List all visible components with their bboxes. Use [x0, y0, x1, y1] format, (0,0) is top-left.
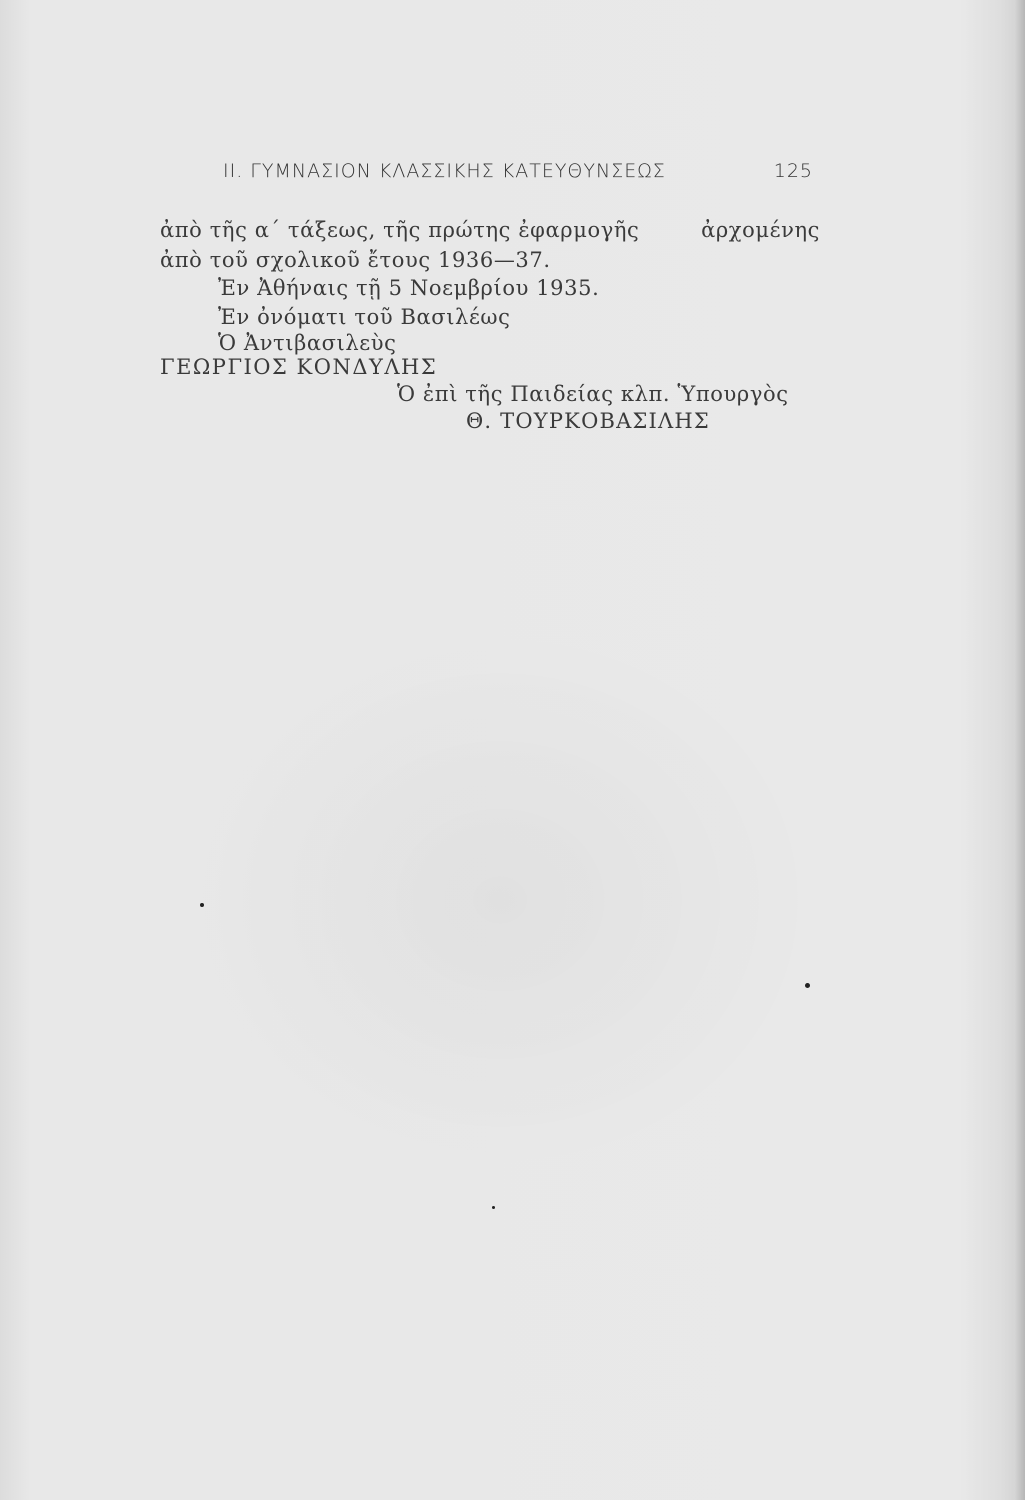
formula-line: Ἐν ὀνόματι τοῦ Βασιλέως: [218, 305, 511, 329]
header-title: II. ΓΥΜΝΑΣΙΟΝ ΚΛΑΣΣΙΚΗΣ ΚΑΤΕΥΘΥΝΣΕΩΣ: [223, 160, 666, 182]
page-number: 125: [773, 160, 813, 182]
minister-name: Θ. ΤΟΥΡΚΟΒΑΣΙΛΗΣ: [466, 409, 710, 433]
text-line-start: ἀπὸ τῆς α΄ τάξεως, τῆς πρώτης ἐφαρμογῆς: [160, 218, 640, 242]
date-line: Ἐν Ἀθήναις τῇ 5 Νοεμβρίου 1935.: [218, 276, 600, 300]
speck: [805, 983, 810, 988]
show-through-shadow: [180, 620, 820, 1180]
minister-title: Ὁ ἐπὶ τῆς Παιδείας κλπ. Ὑπουργὸς: [397, 382, 789, 406]
speck: [492, 1206, 495, 1209]
running-header: [223, 160, 813, 188]
text-line-end: ἀρχομένης: [701, 218, 820, 242]
signatory-title: Ὁ Ἀντιβασιλεὺς: [218, 331, 397, 355]
page-edge-shadow: [1015, 0, 1025, 1500]
text-line: ἀπὸ τοῦ σχολικοῦ ἔτους 1936—37.: [160, 248, 551, 272]
speck: [200, 903, 204, 907]
signatory-name: ΓΕΩΡΓΙΟΣ ΚΟΝΔΥΛΗΣ: [160, 355, 438, 379]
text-line: [160, 218, 820, 242]
